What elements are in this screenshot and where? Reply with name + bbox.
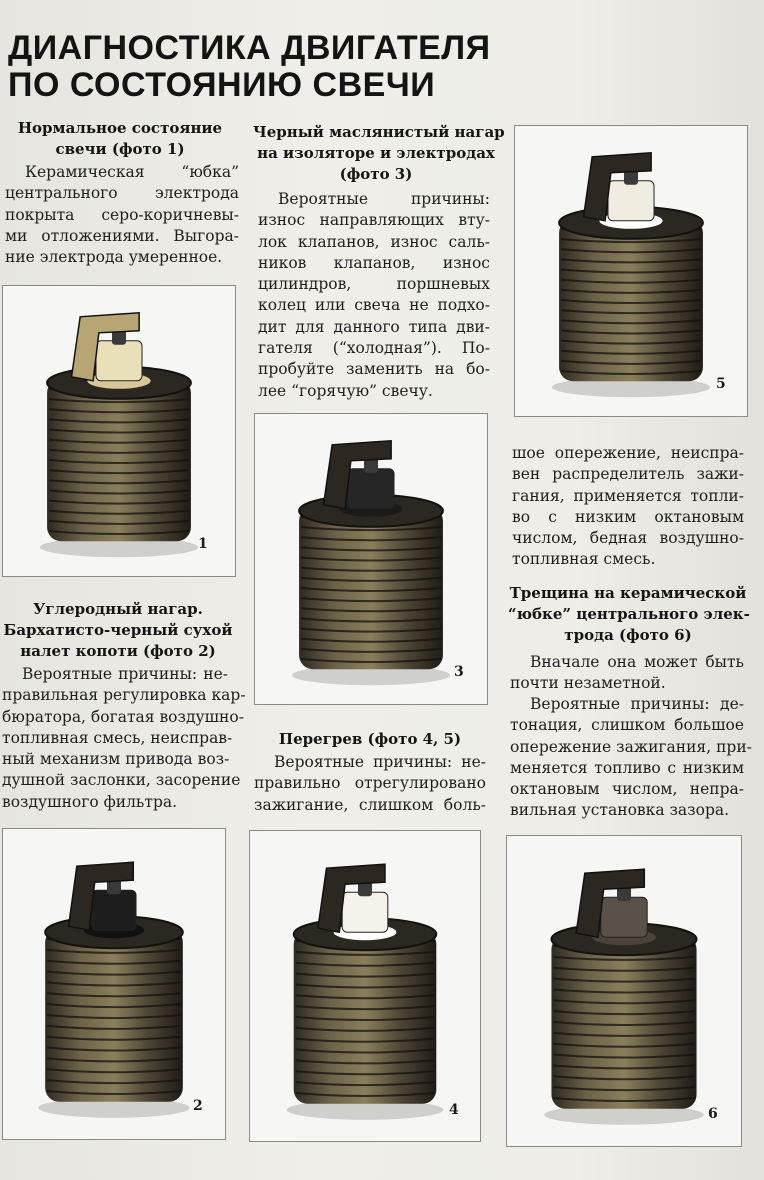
photo-number: 5 xyxy=(716,376,726,392)
plug-thread-body xyxy=(47,379,191,541)
photo-number: 3 xyxy=(454,664,464,680)
text-line: числом, бедная воздушно- xyxy=(512,529,744,548)
heading-line: (фото 3) xyxy=(339,165,413,183)
heading-line: Нормальное состояние xyxy=(17,119,223,137)
heading-line: “юбке” центрального элек- xyxy=(508,605,750,623)
heading-line: налет копоти (фото 2) xyxy=(20,642,216,660)
text-line: Вначале она может быть xyxy=(530,653,744,671)
text-line: зажигание, слишком боль- xyxy=(254,795,486,814)
text-line: ми отложениями. Выгора- xyxy=(5,226,239,245)
spark-plug-photo-1 xyxy=(2,285,236,577)
text-line: гания, применяется топли- xyxy=(512,486,744,505)
photo-number: 6 xyxy=(708,1106,718,1122)
spark-plug-photo-5 xyxy=(514,125,748,417)
heading-line: свечи (фото 1) xyxy=(55,140,185,158)
section-heading-crack xyxy=(508,583,748,646)
text-line: опережение зажигания, при- xyxy=(510,737,752,756)
text-line: топливная смесь. xyxy=(512,550,656,569)
photo-number: 2 xyxy=(193,1098,203,1114)
text-line: правильно отрегулировано xyxy=(254,774,486,793)
text-line: почти незаметной. xyxy=(510,674,666,693)
spark-plug-photo-2 xyxy=(2,828,226,1140)
text-line: ников клапанов, износ xyxy=(258,253,490,272)
text-line: бюратора, богатая воздушно- xyxy=(2,707,244,726)
heading-line: трода (фото 6) xyxy=(564,626,692,644)
text-line: покрыта серо-коричневы- xyxy=(5,205,239,224)
section-text-carbon xyxy=(2,664,246,813)
text-line: гателя (“холодная”). По- xyxy=(258,339,490,358)
insulator xyxy=(601,897,647,937)
section-text-crack-intro xyxy=(510,652,744,695)
plug-thread-body xyxy=(45,928,183,1102)
section-heading-carbon xyxy=(2,599,234,662)
bleed-through-text xyxy=(684,0,764,140)
section-heading-oily xyxy=(253,122,505,185)
text-line: центрального электрода xyxy=(5,184,239,203)
plug-thread-body xyxy=(294,930,437,1104)
section-text-overheat-continued xyxy=(512,443,744,571)
text-line: дит для данного типа дви- xyxy=(258,317,490,336)
insulator xyxy=(92,890,136,930)
spark-plug-photo-4 xyxy=(249,830,481,1142)
insulator xyxy=(348,469,394,509)
text-line: шое опережение, неиспра- xyxy=(512,444,744,462)
section-heading-normal xyxy=(2,118,238,160)
heading-line: на изоляторе и электродах xyxy=(257,144,495,162)
text-line: лее “горячую” свечу. xyxy=(258,381,433,400)
text-line: тонация, слишком большое xyxy=(510,716,744,735)
spark-plug-illustration xyxy=(250,831,480,1141)
spark-plug-illustration xyxy=(3,829,225,1139)
heading-line: Черный маслянистый нагар xyxy=(253,123,505,141)
section-text-overheat xyxy=(254,752,486,816)
plug-thread-body xyxy=(551,935,696,1109)
text-line: ние электрода умеренное. xyxy=(5,248,223,267)
spark-plug-photo-3 xyxy=(254,413,488,705)
text-line: Вероятные причины: xyxy=(278,190,490,208)
spark-plug-illustration xyxy=(515,126,747,416)
plug-thread-body xyxy=(299,507,443,669)
text-line: Вероятные причины: не- xyxy=(22,665,228,683)
insulator xyxy=(608,181,654,221)
title-line: ПО СОСТОЯНИЮ СВЕЧИ xyxy=(8,66,436,104)
text-line: ный механизм привода воз- xyxy=(2,750,230,769)
text-line: меняется топливо с низким xyxy=(510,758,744,777)
text-line: душной заслонки, засорение xyxy=(2,771,241,790)
page-title xyxy=(8,30,568,104)
text-line: Керамическая “юбка” xyxy=(25,163,239,181)
text-line: колец или свеча не подхо- xyxy=(258,296,490,315)
text-line: топливная смесь, неисправ- xyxy=(2,728,233,747)
section-text-crack xyxy=(510,694,752,822)
section-text-normal xyxy=(5,162,239,268)
text-line: вен распределитель зажи- xyxy=(512,465,744,484)
text-line: цилиндров, поршневых xyxy=(258,275,490,294)
section-heading-overheat xyxy=(254,729,486,750)
text-line: октановым числом, непра- xyxy=(510,780,744,799)
photo-number: 4 xyxy=(449,1102,459,1118)
spark-plug-photo-6 xyxy=(506,835,742,1147)
heading-line: Перегрев (фото 4, 5) xyxy=(278,730,462,748)
text-line: Вероятные причины: не- xyxy=(274,753,486,771)
section-text-oily xyxy=(258,189,490,402)
photo-number: 1 xyxy=(198,536,208,552)
text-line: Вероятные причины: де- xyxy=(530,695,744,713)
text-line: вильная установка зазора. xyxy=(510,801,730,820)
text-line: воздушного фильтра. xyxy=(2,792,178,811)
text-line: износ направляющих вту- xyxy=(258,211,490,230)
spark-plug-illustration xyxy=(3,286,235,576)
heading-line: Углеродный нагар. xyxy=(33,600,203,618)
plug-thread-body xyxy=(559,219,703,381)
text-line: правильная регулировка кар- xyxy=(2,686,246,705)
heading-line: Трещина на керамической xyxy=(509,584,747,602)
spark-plug-illustration xyxy=(255,414,487,704)
insulator xyxy=(96,341,142,381)
text-line: пробуйте заменить на бо- xyxy=(258,360,490,379)
text-line: во с низким октановым xyxy=(512,507,744,526)
heading-line: Бархатисто-черный сухой xyxy=(3,621,233,639)
title-line: ДИАГНОСТИКА ДВИГАТЕЛЯ xyxy=(8,29,491,67)
text-line: лок клапанов, износ саль- xyxy=(258,232,490,251)
spark-plug-illustration xyxy=(507,836,741,1146)
insulator xyxy=(342,892,388,932)
